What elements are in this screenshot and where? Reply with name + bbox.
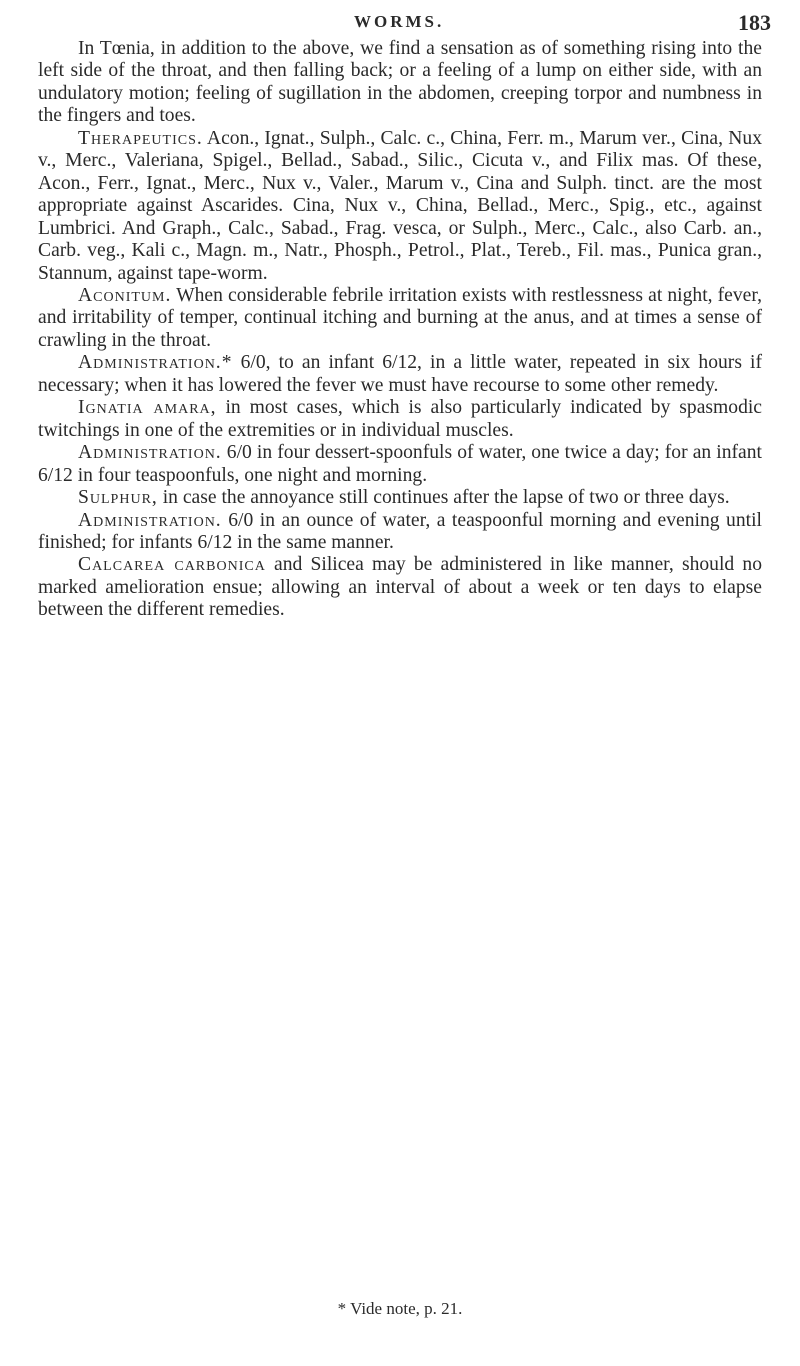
paragraph-text: and Silicea may be administered in like manner, should no marked amelioration ensue; allowing an interval of about a week or ten days to elapse between the different remedies. (38, 554, 762, 621)
paragraph-lead: Ignatia amara, (78, 397, 217, 419)
paragraph-administration-3 (38, 510, 762, 555)
page-header (0, 10, 800, 40)
paragraph-text: Acon., Ignat., Sulph., Calc. c., China, Ferr. m., Marum ver., Cina, Nux v., Merc., Valeriana, Spigel., Bellad., Sabad., Silic., Cicuta v., and Filix mas. Of these, Acon., Ferr., Ignat., Merc., Nux v., Valer., Marum v., Cina and Sulph. tinct. are the most appropriate against Ascarides. Cina, Nux v., China, Bellad., Merc., Spig., etc., against Lumbrici. And Graph., Calc., Sabad., Frag. vesca, or Sulph., Merc., Calc., also Carb. an., Carb. veg., Kali c., Magn. m., Natr., Phosph., Petrol., Plat., Tereb., Fil. mas., Punica gran., Stannum, against tape-worm. (38, 127, 762, 284)
paragraph-taenia (38, 38, 762, 128)
paragraph-text: in most cases, which is also particularly indicated by spasmodic twitchings in one of the extremities or in individual muscles. (38, 397, 763, 441)
paragraph-text: in case the annoyance still continues after the lapse of two or three days. (157, 487, 730, 509)
paragraph-sulphur (38, 487, 762, 509)
paragraph-text: 6/0, to an infant 6/12, in a little water, repeated in six hours if necessary; when it has lowered the fever we must have recourse to some other remedy. (38, 352, 762, 396)
footnote: * Vide note, p. 21. (337, 1299, 463, 1318)
paragraph-lead: Aconitum. (78, 284, 172, 306)
paragraph-lead: Administration. (78, 509, 222, 531)
running-head: WORMS. (354, 12, 445, 31)
paragraph-text: 6/0 in an ounce of water, a teaspoonful morning and evening until finished; for infants 6/12 in the same manner. (38, 509, 762, 553)
paragraph-calcarea (38, 554, 762, 621)
paragraph-administration-1 (38, 352, 762, 397)
paragraph-lead: Therapeutics. (78, 127, 203, 149)
paragraph-lead: Calcarea carbonica (78, 554, 266, 576)
body-text (38, 38, 762, 622)
paragraph-lead: Administration. (78, 442, 222, 464)
paragraph-text: When considerable febrile irritation exists with restlessness at night, fever, and irritability of temper, continual itching and burning at the anus, and at times a sense of crawling in the throat. (38, 284, 762, 351)
paragraph-lead: Administration.* (78, 352, 233, 374)
page-number: 183 (738, 10, 771, 35)
paragraph-text: In Tœnia, in addition to the above, we find a sensation as of something rising into the left side of the throat, and then falling back; or a feeling of a lump on either side, with an undulatory motion; feeling of sugillation in the abdomen, creeping torpor and numbness in the fingers and toes. (38, 38, 762, 127)
paragraph-therapeutics (38, 128, 762, 285)
paragraph-ignatia (38, 397, 762, 442)
paragraph-lead: Sulphur, (78, 487, 158, 509)
paragraph-administration-2 (38, 442, 762, 487)
paragraph-text: 6/0 in four dessert-spoonfuls of water, one twice a day; for an infant 6/12 in four teaspoonfuls, one night and morning. (38, 442, 762, 486)
paragraph-aconitum (38, 285, 762, 352)
